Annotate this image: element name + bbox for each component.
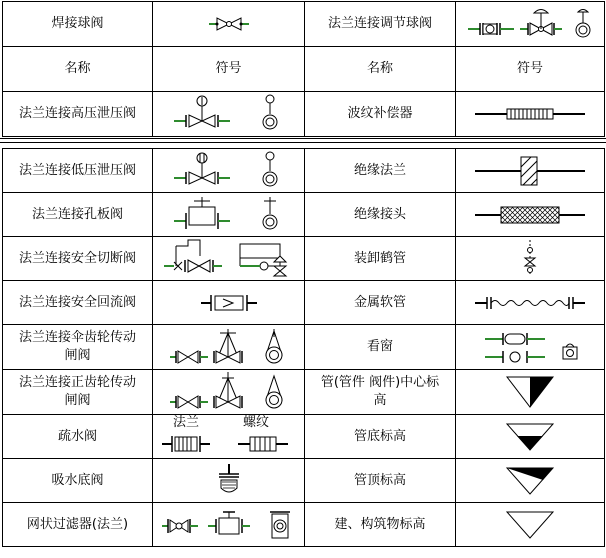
symbol-name: 建、构筑物标高 — [305, 503, 456, 547]
symbol-name: 焊接球阀 — [3, 2, 153, 47]
table-row — [3, 92, 605, 137]
column-header: 名称 — [305, 47, 456, 92]
column-header: 名称 — [3, 47, 153, 92]
table-row — [3, 503, 605, 547]
symbol-name: 金属软管 — [305, 281, 456, 325]
symbol-name: 管顶标高 — [305, 459, 456, 503]
symbol-name: 法兰连接安全切断阀 — [3, 237, 153, 281]
symbol-name: 管(管件 阀件)中心标 高 — [305, 370, 456, 415]
legend-table-bottom — [2, 148, 605, 547]
pipe-bottom-elevation-icon — [456, 415, 605, 459]
column-header: 符号 — [153, 47, 305, 92]
symbol-name: 法兰连接伞齿轮传动 闸阀 — [3, 325, 153, 370]
spur-gear-gate-valve-icon — [153, 370, 305, 415]
table-row — [3, 237, 605, 281]
metal-hose-icon — [456, 281, 605, 325]
flanged-high-pressure-relief-valve-icon — [153, 92, 305, 137]
flanged-orifice-valve-icon — [153, 193, 305, 237]
flanged-safety-shutoff-valve-icon — [153, 237, 305, 281]
table-row — [3, 149, 605, 193]
section-divider — [0, 142, 606, 143]
insulating-flange-icon — [456, 149, 605, 193]
table-row — [3, 325, 605, 370]
table-row — [3, 459, 605, 503]
insulating-joint-icon — [456, 193, 605, 237]
column-header: 符号 — [456, 47, 605, 92]
symbol-name: 看窗 — [305, 325, 456, 370]
table-row — [3, 370, 605, 415]
symbol-name: 吸水底阀 — [3, 459, 153, 503]
symbol-name: 法兰连接孔板阀 — [3, 193, 153, 237]
legend-table-top — [2, 1, 605, 137]
section-divider — [0, 138, 606, 139]
symbol-name: 法兰连接高压泄压阀 — [3, 92, 153, 137]
symbol-name: 绝缘接头 — [305, 193, 456, 237]
sight-glass-icon — [456, 325, 605, 370]
symbol-name: 管底标高 — [305, 415, 456, 459]
symbol-name: 网状过滤器(法兰) — [3, 503, 153, 547]
symbol-name: 波纹补偿器 — [305, 92, 456, 137]
table-header-row — [3, 47, 605, 92]
bellows-compensator-icon — [456, 92, 605, 137]
mesh-strainer-flanged-icon — [153, 503, 305, 547]
symbol-name: 绝缘法兰 — [305, 149, 456, 193]
table-row — [3, 193, 605, 237]
building-elevation-icon — [456, 503, 605, 547]
flanged-low-pressure-relief-valve-icon — [153, 149, 305, 193]
symbol-name: 法兰连接安全回流阀 — [3, 281, 153, 325]
flanged-control-ball-valve-icon — [456, 2, 605, 47]
symbol-name: 疏水阀 — [3, 415, 153, 459]
pipe-center-elevation-icon — [456, 370, 605, 415]
table-row — [3, 281, 605, 325]
welded-ball-valve-icon — [153, 2, 305, 47]
thread-label: 螺纹 — [243, 415, 270, 430]
steam-trap-cell — [153, 415, 305, 459]
flange-label: 法兰 — [173, 415, 200, 430]
symbol-name: 装卸鹤管 — [305, 237, 456, 281]
symbol-name: 法兰连接低压泄压阀 — [3, 149, 153, 193]
pipe-top-elevation-icon — [456, 459, 605, 503]
symbol-name: 法兰连接调节球阀 — [305, 2, 456, 47]
table-row — [3, 2, 605, 47]
table-row — [3, 415, 605, 459]
symbol-name: 法兰连接正齿轮传动 闸阀 — [3, 370, 153, 415]
flanged-safety-return-valve-icon — [153, 281, 305, 325]
steam-trap-icon — [162, 434, 296, 454]
loading-arm-icon — [456, 237, 605, 281]
foot-valve-icon — [153, 459, 305, 503]
bevel-gear-gate-valve-icon — [153, 325, 305, 370]
